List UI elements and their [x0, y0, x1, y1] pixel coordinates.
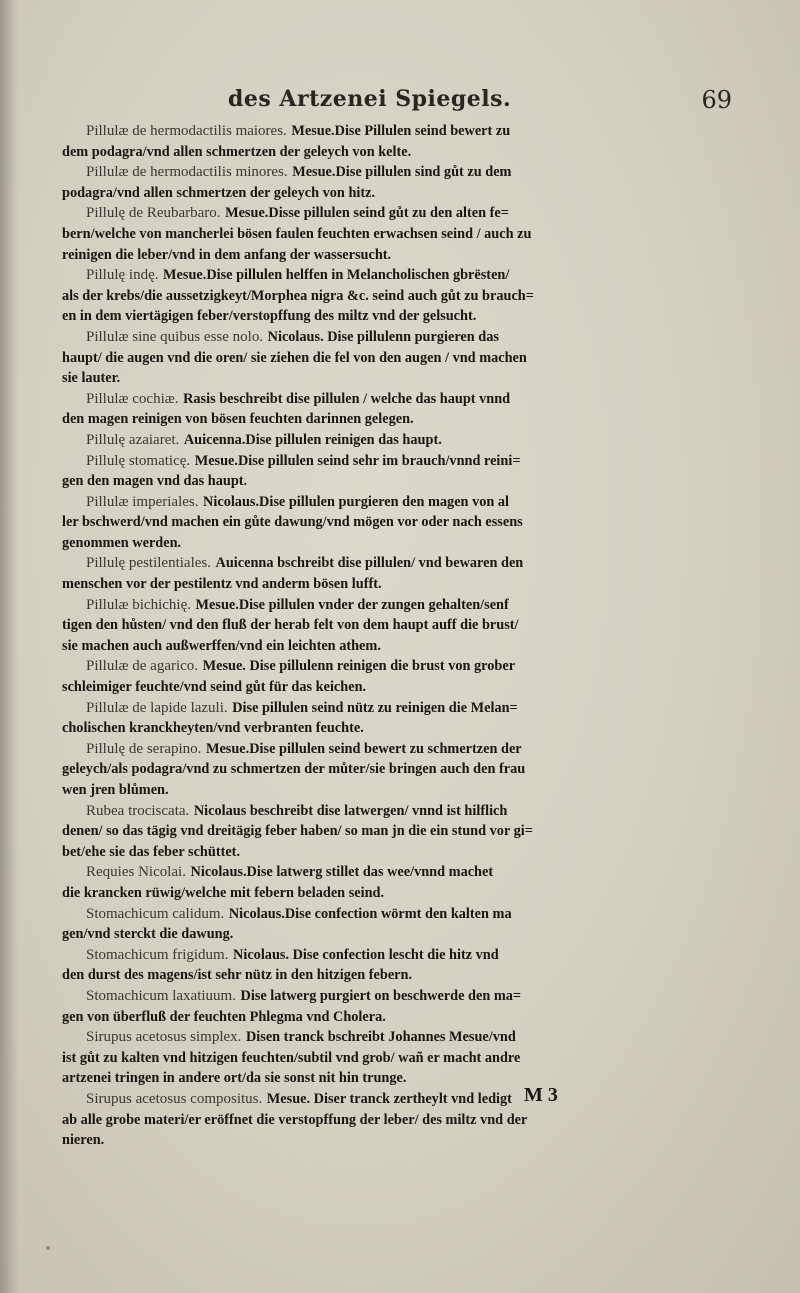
remedy-description-line: bet/ehe sie das feber schüttet. — [62, 843, 241, 860]
remedy-description-line: Dise pillulen seind nütz zu reinigen die Melan= — [232, 699, 518, 716]
remedy-description-line: den magen reinigen von bösen feuchten darinnen gelegen. — [62, 411, 414, 428]
remedy-description-line: die krancken rüwig/welche mit febern beladen seind. — [62, 884, 385, 901]
remedy-entry — [62, 862, 638, 903]
entry-first-line — [62, 265, 638, 286]
remedy-latin-name: Pillulę de Reubarbaro. — [86, 205, 221, 222]
remedy-description-line: en in dem viertägigen feber/verstopffung des miltz vnd der gelsucht. — [62, 308, 477, 325]
remedy-entry — [62, 698, 638, 739]
remedy-entry — [62, 986, 638, 1027]
entry-first-line — [62, 862, 638, 883]
remedy-description-line: bern/welche von mancherlei bösen faulen feuchten erwachsen seind / auch zu — [62, 225, 532, 242]
entry-first-line — [62, 595, 638, 616]
remedy-description-line: genommen werden. — [62, 534, 182, 551]
entry-first-line — [62, 1027, 638, 1048]
remedy-description-line: Auicenna.Dise pillulen reinigen das haupt. — [183, 431, 442, 448]
entry-first-line — [62, 698, 638, 719]
remedy-description-line: Mesue.Disse pillulen seind gůt zu den alten fe= — [225, 205, 509, 222]
remedy-description-line: podagra/vnd allen schmertzen der geleych von hitz. — [62, 184, 376, 201]
entry-first-line — [62, 904, 638, 925]
remedy-description-line: Nicolaus. Dise pillulenn purgieren das — [267, 328, 499, 345]
remedy-latin-name: Rubea trociscata. — [86, 802, 190, 819]
entry-first-line — [62, 121, 638, 142]
remedy-description-line: dem podagra/vnd allen schmertzen der geleych von kelte. — [62, 143, 412, 160]
remedy-latin-name: Pillulæ sine quibus esse nolo. — [86, 328, 264, 345]
remedy-entry — [62, 327, 638, 389]
remedy-description-line: Mesue.Dise pillulen vnder der zungen gehalten/senf — [195, 596, 509, 613]
remedy-entry — [62, 121, 638, 162]
remedy-latin-name: Pillulæ imperiales. — [86, 493, 199, 510]
remedy-description-line: haupt/ die augen vnd die oren/ sie ziehen die fel von den augen / vnd machen — [62, 349, 527, 366]
remedy-description-line: menschen vor der pestilentz vnd anderm bösen lufft. — [62, 576, 382, 593]
entry-first-line — [62, 739, 638, 760]
printers-signature-mark: M 3 — [524, 1084, 558, 1106]
remedy-description-line: artzenei tringen in andere ort/da sie sonst nit hin trunge. — [62, 1070, 407, 1087]
remedy-latin-name: Pillulæ de lapide lazuli. — [86, 699, 228, 716]
remedy-description-line: ler bschwerd/vnd machen ein gůte dawung/vnd mögen vor oder nach essens — [62, 514, 523, 531]
remedy-latin-name: Stomachicum laxatiuum. — [86, 987, 236, 1004]
entry-first-line — [62, 430, 638, 451]
remedy-description-line: nieren. — [62, 1132, 105, 1149]
remedy-description-line: Mesue.Dise pillulen helffen in Melancholischen gbrësten/ — [163, 267, 510, 284]
entry-first-line — [62, 492, 638, 513]
remedy-entry — [62, 492, 638, 554]
remedy-entry — [62, 595, 638, 657]
remedy-description-line: denen/ so das tägig vnd dreitägig feber haben/ so man jn die ein stund vor gi= — [62, 823, 533, 840]
entry-first-line — [62, 389, 638, 410]
remedy-entry — [62, 945, 638, 986]
remedy-entry — [62, 904, 638, 945]
remedy-description-line: Mesue. Diser tranck zertheylt vnd ledigt — [266, 1090, 512, 1107]
remedy-description-line: Mesue.Dise pillulen seind bewert zu schmertzen der — [205, 740, 522, 757]
remedy-description-line: Dise latwerg purgiert on beschwerde den ma= — [240, 987, 522, 1004]
remedy-description-line: Disen tranck bschreibt Johannes Mesue/vnd — [245, 1029, 516, 1046]
remedy-description-line: Nicolaus. Dise confection lescht die hitz vnd — [233, 946, 499, 963]
remedy-latin-name: Pillulę de serapino. — [86, 740, 202, 757]
remedy-description-line: Mesue.Dise pillulen seind sehr im brauch/vnnd reini= — [194, 452, 521, 469]
entry-first-line — [62, 801, 638, 822]
remedy-latin-name: Pillulæ de hermodactilis minores. — [86, 164, 288, 181]
remedy-description-line: cholischen kranckheyten/vnd verbranten feuchte. — [62, 720, 364, 737]
entry-first-line — [62, 656, 638, 677]
remedy-latin-name: Pillulę stomaticę. — [86, 452, 191, 469]
remedy-description-line: sie lauter. — [62, 370, 121, 387]
page-header — [60, 84, 760, 120]
remedy-entry — [62, 162, 638, 203]
remedy-entry — [62, 553, 638, 594]
remedy-description-line: sie machen auch außwerffen/vnd ein leichten athem. — [62, 637, 381, 654]
remedy-latin-name: Pillulæ de hermodactilis maiores. — [86, 123, 287, 139]
remedy-entry — [62, 430, 638, 451]
remedy-description-line: gen den magen vnd das haupt. — [62, 473, 248, 490]
entry-first-line — [62, 203, 638, 224]
remedy-latin-name: Pillulę indę. — [86, 267, 159, 284]
remedy-description-line: wen jren blůmen. — [62, 782, 169, 798]
paper-blemish — [46, 1246, 50, 1250]
entry-first-line — [62, 162, 638, 183]
entry-first-line — [62, 986, 638, 1007]
remedy-entry — [62, 1027, 638, 1089]
remedy-description-line: gen/vnd sterckt die dawung. — [62, 926, 234, 943]
remedy-description-line: gen von überfluß der feuchten Phlegma vnd Cholera. — [62, 1008, 386, 1025]
remedy-description-line: tigen den hůsten/ vnd den fluß der herab felt von dem haupt auff die brust/ — [62, 617, 519, 634]
remedy-latin-name: Requies Nicolai. — [86, 864, 186, 881]
main-text-column — [62, 121, 638, 1151]
entry-first-line — [62, 451, 638, 472]
remedy-description-line: geleych/als podagra/vnd zu schmertzen der můter/sie bringen auch den frau — [62, 761, 526, 778]
remedy-description-line: ab alle grobe materi/er eröffnet die verstopffung der leber/ des miltz vnd der — [62, 1111, 528, 1128]
running-title: des Artzenei Spiegels. — [228, 86, 512, 112]
entry-first-line — [62, 945, 638, 966]
remedy-description-line: als der krebs/die aussetzigkeyt/Morphea nigra &c. seind auch gůt zu brauch= — [62, 287, 534, 304]
remedy-entry — [62, 451, 638, 492]
remedy-description-line: Auicenna bschreibt dise pillulen/ vnd bewaren den — [215, 555, 524, 572]
binding-shadow — [0, 0, 18, 1293]
remedy-description-line: Rasis beschreibt dise pillulen / welche das haupt vnnd — [183, 390, 511, 407]
remedy-latin-name: Pillulæ cochiæ. — [86, 390, 179, 407]
remedy-latin-name: Stomachicum calidum. — [86, 905, 225, 922]
remedy-entry — [62, 656, 638, 697]
remedy-latin-name: Pillulę pestilentiales. — [86, 555, 211, 572]
remedy-latin-name: Pillulæ de agarico. — [86, 658, 199, 675]
remedy-latin-name: Pillulę azaiaret. — [86, 431, 180, 448]
entry-first-line — [62, 327, 638, 348]
remedy-entry — [62, 801, 638, 863]
remedy-entry — [62, 265, 638, 327]
remedy-latin-name: Stomachicum frigidum. — [86, 946, 229, 963]
remedy-description-line: schleimiger feuchte/vnd seind gůt für das keichen. — [62, 679, 367, 696]
remedy-entry — [62, 203, 638, 265]
remedy-entry — [62, 389, 638, 430]
remedy-description-line: Nicolaus.Dise latwerg stillet das wee/vnnd machet — [190, 864, 494, 881]
remedy-latin-name: Pillulæ bichichię. — [86, 596, 191, 613]
remedy-description-line: den durst des magens/ist sehr nütz in den hitzigen febern. — [62, 967, 413, 984]
remedy-latin-name: Sirupus acetosus compositus. — [86, 1090, 263, 1107]
remedy-description-line: Nicolaus.Dise confection wörmt den kalten ma — [228, 905, 512, 922]
remedy-description-line: reinigen die leber/vnd in dem anfang der wassersucht. — [62, 246, 392, 263]
remedy-latin-name: Sirupus acetosus simplex. — [86, 1029, 242, 1046]
remedy-description-line: Nicolaus beschreibt dise latwergen/ vnnd ist hilflich — [193, 802, 508, 819]
remedy-description-line: Mesue. Dise pillulenn reinigen die brust von grober — [202, 658, 516, 675]
remedy-description-line: ist gůt zu kalten vnd hitzigen feuchten/subtil vnd grob/ wañ er macht andre — [62, 1049, 521, 1066]
remedy-description-line: Mesue.Dise pillulen sind gůt zu dem — [292, 164, 512, 181]
remedy-description-line: Nicolaus.Dise pillulen purgieren den magen von al — [203, 493, 510, 510]
remedy-description-line: Mesue.Dise Pillulen seind bewert zu — [291, 123, 511, 139]
remedy-entry — [62, 739, 638, 801]
page-number: 69 — [701, 86, 732, 114]
entry-first-line — [62, 553, 638, 574]
